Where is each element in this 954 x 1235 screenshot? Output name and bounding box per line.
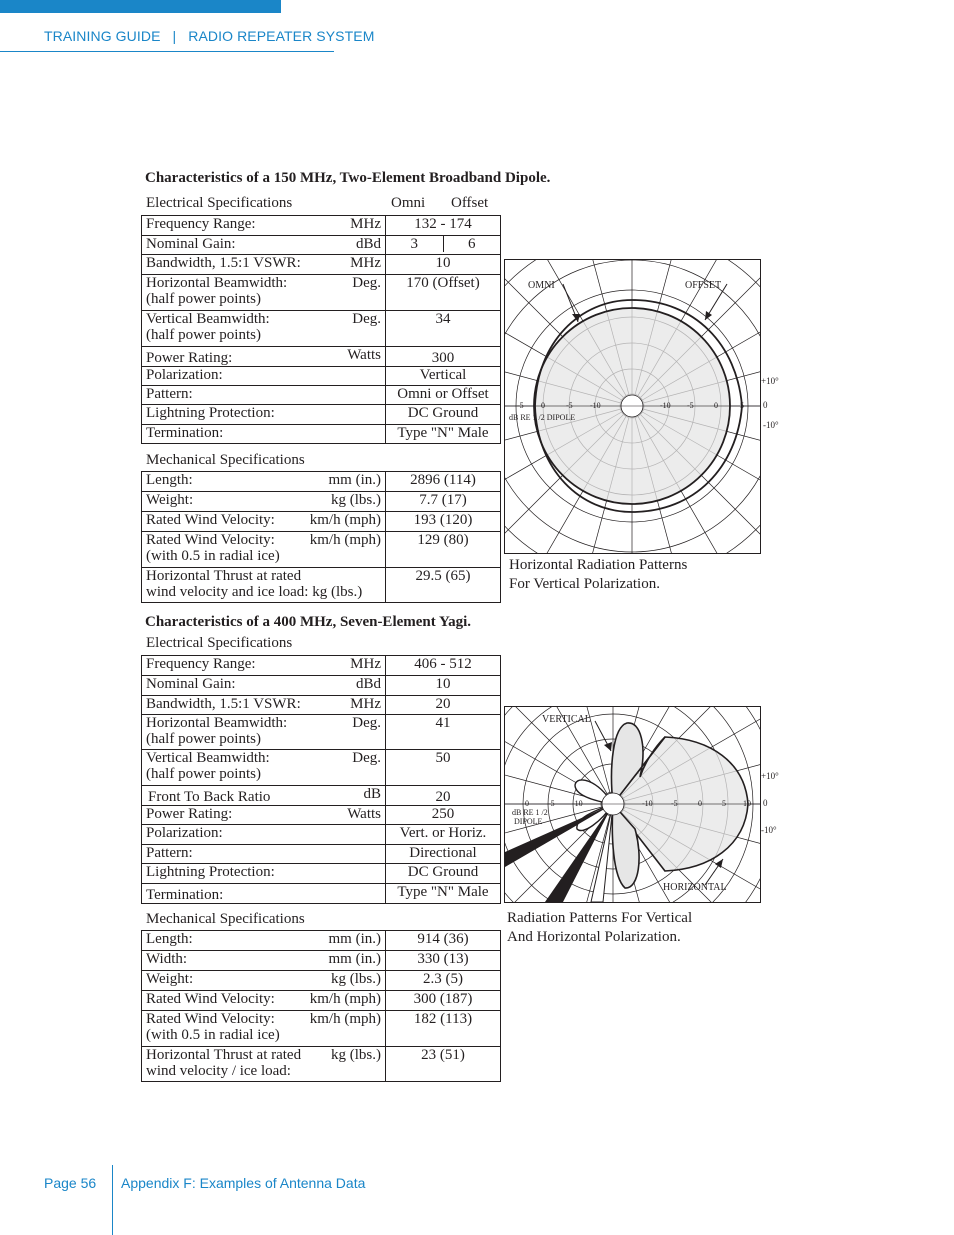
row-label: Termination: xyxy=(146,887,224,903)
row-unit: kg (lbs.) xyxy=(331,492,381,508)
row-value: 300 (187) xyxy=(386,991,501,1011)
row-value: 34 xyxy=(386,311,501,347)
row-label: Vertical Beamwidth: xyxy=(146,750,270,766)
offset-label: OFFSET xyxy=(685,280,722,291)
row-unit: dB xyxy=(363,786,381,802)
table-row xyxy=(142,311,501,347)
table-row xyxy=(142,236,501,255)
row-label: Frequency Range: xyxy=(146,216,256,232)
row-value: 41 xyxy=(386,715,501,750)
section1-title: Characteristics of a 150 MHz, Two-Element Broadband Dipole. xyxy=(145,170,551,186)
header-accent-bar xyxy=(0,0,281,13)
row-unit: kg (lbs.) xyxy=(331,1047,381,1063)
row-unit: MHz xyxy=(350,696,381,712)
scale-label: -10 xyxy=(660,401,671,410)
row-value: 2.3 (5) xyxy=(386,971,501,991)
gain-split xyxy=(386,236,500,252)
row-value: 193 (120) xyxy=(386,512,501,532)
table-row xyxy=(142,696,501,715)
side-tick-plus10: +10° xyxy=(761,376,779,386)
row-unit: mm (in.) xyxy=(328,951,381,967)
side-tick-zero: 0 xyxy=(763,798,768,808)
table-row xyxy=(142,367,501,386)
header-separator: | xyxy=(172,28,177,44)
scale-label: -5 xyxy=(687,401,694,410)
table-row xyxy=(142,472,501,492)
row-label: Front To Back Ratio xyxy=(148,789,271,805)
gain-offset-value: 6 xyxy=(468,236,476,252)
row-label: Rated Wind Velocity: xyxy=(146,991,275,1007)
footer-title: Appendix F: Examples of Antenna Data xyxy=(121,1175,366,1191)
table-row xyxy=(142,1011,501,1047)
db-reference-label: DIPOLE xyxy=(514,817,543,826)
section2-elec-heading: Electrical Specifications xyxy=(146,635,293,651)
row-label: Nominal Gain: xyxy=(146,236,236,252)
table-row xyxy=(142,512,501,532)
db-reference-label: dB RE 1 /2 DIPOLE xyxy=(509,413,576,422)
row-label: Pattern: xyxy=(146,386,193,402)
section2-electrical-table xyxy=(141,655,501,904)
db-reference-label: dB RE 1 /2 xyxy=(512,808,548,817)
row-unit: kg (lbs.) xyxy=(331,971,381,987)
row-label: Pattern: xyxy=(146,845,193,861)
omni-label: OMNI xyxy=(528,280,555,291)
table-row xyxy=(142,676,501,696)
row-value: 23 (51) xyxy=(386,1047,501,1082)
row-value: 129 (80) xyxy=(386,532,501,568)
section2-title: Characteristics of a 400 MHz, Seven-Element Yagi. xyxy=(145,614,472,630)
scale-label: -5 xyxy=(548,799,555,808)
section2-mechanical-table xyxy=(141,930,501,1082)
row-unit: Watts xyxy=(347,806,381,822)
table-row xyxy=(142,492,501,512)
row-value: DC Ground xyxy=(386,405,501,425)
scale-label: 0 xyxy=(698,799,702,808)
row-unit: MHz xyxy=(350,255,381,271)
col-offset-heading: Offset xyxy=(451,195,489,211)
row-label: Horizontal Thrust at rated xyxy=(146,1047,302,1063)
row-value: 406 - 512 xyxy=(386,656,501,676)
section1-elec-heading: Electrical Specifications xyxy=(146,195,293,211)
side-tick-zero: 0 xyxy=(763,400,768,410)
row-label: Frequency Range: xyxy=(146,656,256,672)
table-row xyxy=(142,715,501,750)
table-row xyxy=(142,405,501,425)
row-value: 330 (13) xyxy=(386,951,501,971)
row-label: Termination: xyxy=(146,425,224,441)
caption-line: For Vertical Polarization. xyxy=(509,576,660,592)
row-value: Vertical xyxy=(386,367,501,386)
dipole-pattern-figure xyxy=(504,259,761,554)
row-value: 250 xyxy=(386,806,501,825)
table-row xyxy=(142,951,501,971)
row-value: 50 xyxy=(386,750,501,786)
row-unit: Deg. xyxy=(352,275,381,291)
horizontal-label: HORIZONTAL xyxy=(663,882,727,893)
table-row xyxy=(142,568,501,603)
table-row xyxy=(142,806,501,825)
row-unit: km/h (mph) xyxy=(309,1011,381,1027)
yagi-polar-plot xyxy=(505,707,760,902)
running-header xyxy=(44,28,374,44)
row-unit: Watts xyxy=(347,347,381,363)
row-label: Power Rating: xyxy=(146,350,233,366)
row-value: 182 (113) xyxy=(386,1011,501,1047)
row-label-sub: (half power points) xyxy=(146,291,261,307)
row-value: 2896 (114) xyxy=(386,472,501,492)
yagi-pattern-figure xyxy=(504,706,761,903)
row-label-sub: (half power points) xyxy=(146,327,261,343)
row-unit: MHz xyxy=(350,656,381,672)
row-value: 20 xyxy=(386,696,501,715)
scale-label: 10 xyxy=(743,799,751,808)
table-row xyxy=(142,532,501,568)
table-row xyxy=(142,864,501,884)
row-value: Directional xyxy=(386,845,501,864)
table-row xyxy=(142,971,501,991)
row-label: Length: xyxy=(146,472,193,488)
row-unit: km/h (mph) xyxy=(309,532,381,548)
table-row xyxy=(142,216,501,236)
table-row xyxy=(142,1047,501,1082)
section2-mech-heading: Mechanical Specifications xyxy=(146,911,305,927)
row-value: 29.5 (65) xyxy=(386,568,501,603)
caption-line: Radiation Patterns For Vertical xyxy=(507,910,693,926)
row-label: Polarization: xyxy=(146,367,223,383)
side-tick-minus10: -10° xyxy=(763,420,779,430)
scale-label: -10 xyxy=(642,799,653,808)
row-unit: dBd xyxy=(355,236,381,252)
scale-label: -5 xyxy=(671,799,678,808)
gain-omni-value: 3 xyxy=(386,236,444,252)
row-value: Omni or Offset xyxy=(386,386,501,405)
row-label-sub: (with 0.5 in radial ice) xyxy=(146,548,280,564)
table-row xyxy=(142,931,501,951)
row-unit: dBd xyxy=(355,676,381,692)
table-row xyxy=(142,991,501,1011)
row-value: 170 (Offset) xyxy=(386,275,501,311)
scale-label: 0 xyxy=(525,799,529,808)
scale-label: 0 xyxy=(541,401,545,410)
row-label-sub: (half power points) xyxy=(146,731,261,747)
section1-mech-heading: Mechanical Specifications xyxy=(146,452,305,468)
figure2-caption xyxy=(507,909,692,947)
row-label: Lightning Protection: xyxy=(146,864,275,880)
table-row xyxy=(142,347,501,367)
page-number: Page 56 xyxy=(44,1175,97,1191)
row-label: Horizontal Beamwidth: xyxy=(146,275,288,291)
scale-label: -10 xyxy=(572,799,583,808)
figure1-caption xyxy=(509,556,687,594)
header-rule xyxy=(0,51,334,52)
table-row xyxy=(142,750,501,786)
table-row xyxy=(142,425,501,444)
row-label: Polarization: xyxy=(146,825,223,841)
row-value: 7.7 (17) xyxy=(386,492,501,512)
scale-label: -5 xyxy=(566,401,573,410)
table-row xyxy=(142,386,501,405)
row-value: 914 (36) xyxy=(386,931,501,951)
row-label: Width: xyxy=(146,951,188,967)
col-omni-heading: Omni xyxy=(391,195,426,211)
row-label: Length: xyxy=(146,931,193,947)
table-row xyxy=(142,825,501,845)
row-unit: Deg. xyxy=(352,311,381,327)
table-row xyxy=(142,786,501,806)
scale-label: -5 xyxy=(517,401,524,410)
section1-mechanical-table xyxy=(141,471,501,603)
row-value: Type "N" Male xyxy=(386,884,501,904)
row-label-sub: wind velocity / ice load: xyxy=(146,1063,291,1079)
row-value: DC Ground xyxy=(386,864,501,884)
table-row xyxy=(142,275,501,311)
vertical-label: VERTICAL xyxy=(542,714,591,725)
scale-label: 5 xyxy=(722,799,726,808)
row-label: Vertical Beamwidth: xyxy=(146,311,270,327)
dipole-polar-plot xyxy=(505,260,760,553)
header-guide: TRAINING GUIDE xyxy=(44,28,161,44)
scale-label: 5 xyxy=(740,401,744,410)
side-tick-plus10: +10° xyxy=(761,771,779,781)
row-label: Bandwidth, 1.5:1 VSWR: xyxy=(146,255,301,271)
row-label-sub: wind velocity and ice load: kg (lbs.) xyxy=(146,584,363,600)
table-row xyxy=(142,884,501,904)
footer-rule xyxy=(112,1165,113,1235)
row-value: Type "N" Male xyxy=(386,425,501,444)
row-value: 20 xyxy=(386,786,501,806)
row-label: Lightning Protection: xyxy=(146,405,275,421)
row-label: Rated Wind Velocity: xyxy=(146,512,275,528)
row-label: Horizontal Thrust at rated xyxy=(146,568,302,584)
table-row xyxy=(142,656,501,676)
row-label: Horizontal Beamwidth: xyxy=(146,715,288,731)
row-value: 10 xyxy=(386,255,501,275)
row-label: Weight: xyxy=(146,971,194,987)
row-unit: km/h (mph) xyxy=(309,512,381,528)
row-label: Rated Wind Velocity: xyxy=(146,532,275,548)
row-value: 10 xyxy=(386,676,501,696)
row-unit: Deg. xyxy=(352,750,381,766)
caption-line: Horizontal Radiation Patterns xyxy=(509,557,688,573)
row-label: Power Rating: xyxy=(146,806,233,822)
table-row xyxy=(142,845,501,864)
row-value: 132 - 174 xyxy=(386,216,501,236)
row-label: Rated Wind Velocity: xyxy=(146,1011,275,1027)
row-label-sub: (with 0.5 in radial ice) xyxy=(146,1027,280,1043)
row-unit: mm (in.) xyxy=(328,931,381,947)
row-label: Weight: xyxy=(146,492,194,508)
row-value: 300 xyxy=(386,347,501,367)
row-unit: MHz xyxy=(350,216,381,232)
row-label-sub: (half power points) xyxy=(146,766,261,782)
side-tick-minus10: -10° xyxy=(761,825,777,835)
row-unit: mm (in.) xyxy=(328,472,381,488)
header-system: RADIO REPEATER SYSTEM xyxy=(188,28,375,44)
caption-line: And Horizontal Polarization. xyxy=(507,929,681,945)
row-value: Vert. or Horiz. xyxy=(386,825,501,845)
row-unit: Deg. xyxy=(352,715,381,731)
scale-label: 0 xyxy=(714,401,718,410)
row-unit: km/h (mph) xyxy=(309,991,381,1007)
scale-label: -10 xyxy=(590,401,601,410)
table-row xyxy=(142,255,501,275)
row-label: Nominal Gain: xyxy=(146,676,236,692)
row-label: Bandwidth, 1.5:1 VSWR: xyxy=(146,696,301,712)
section1-electrical-table xyxy=(141,215,501,444)
